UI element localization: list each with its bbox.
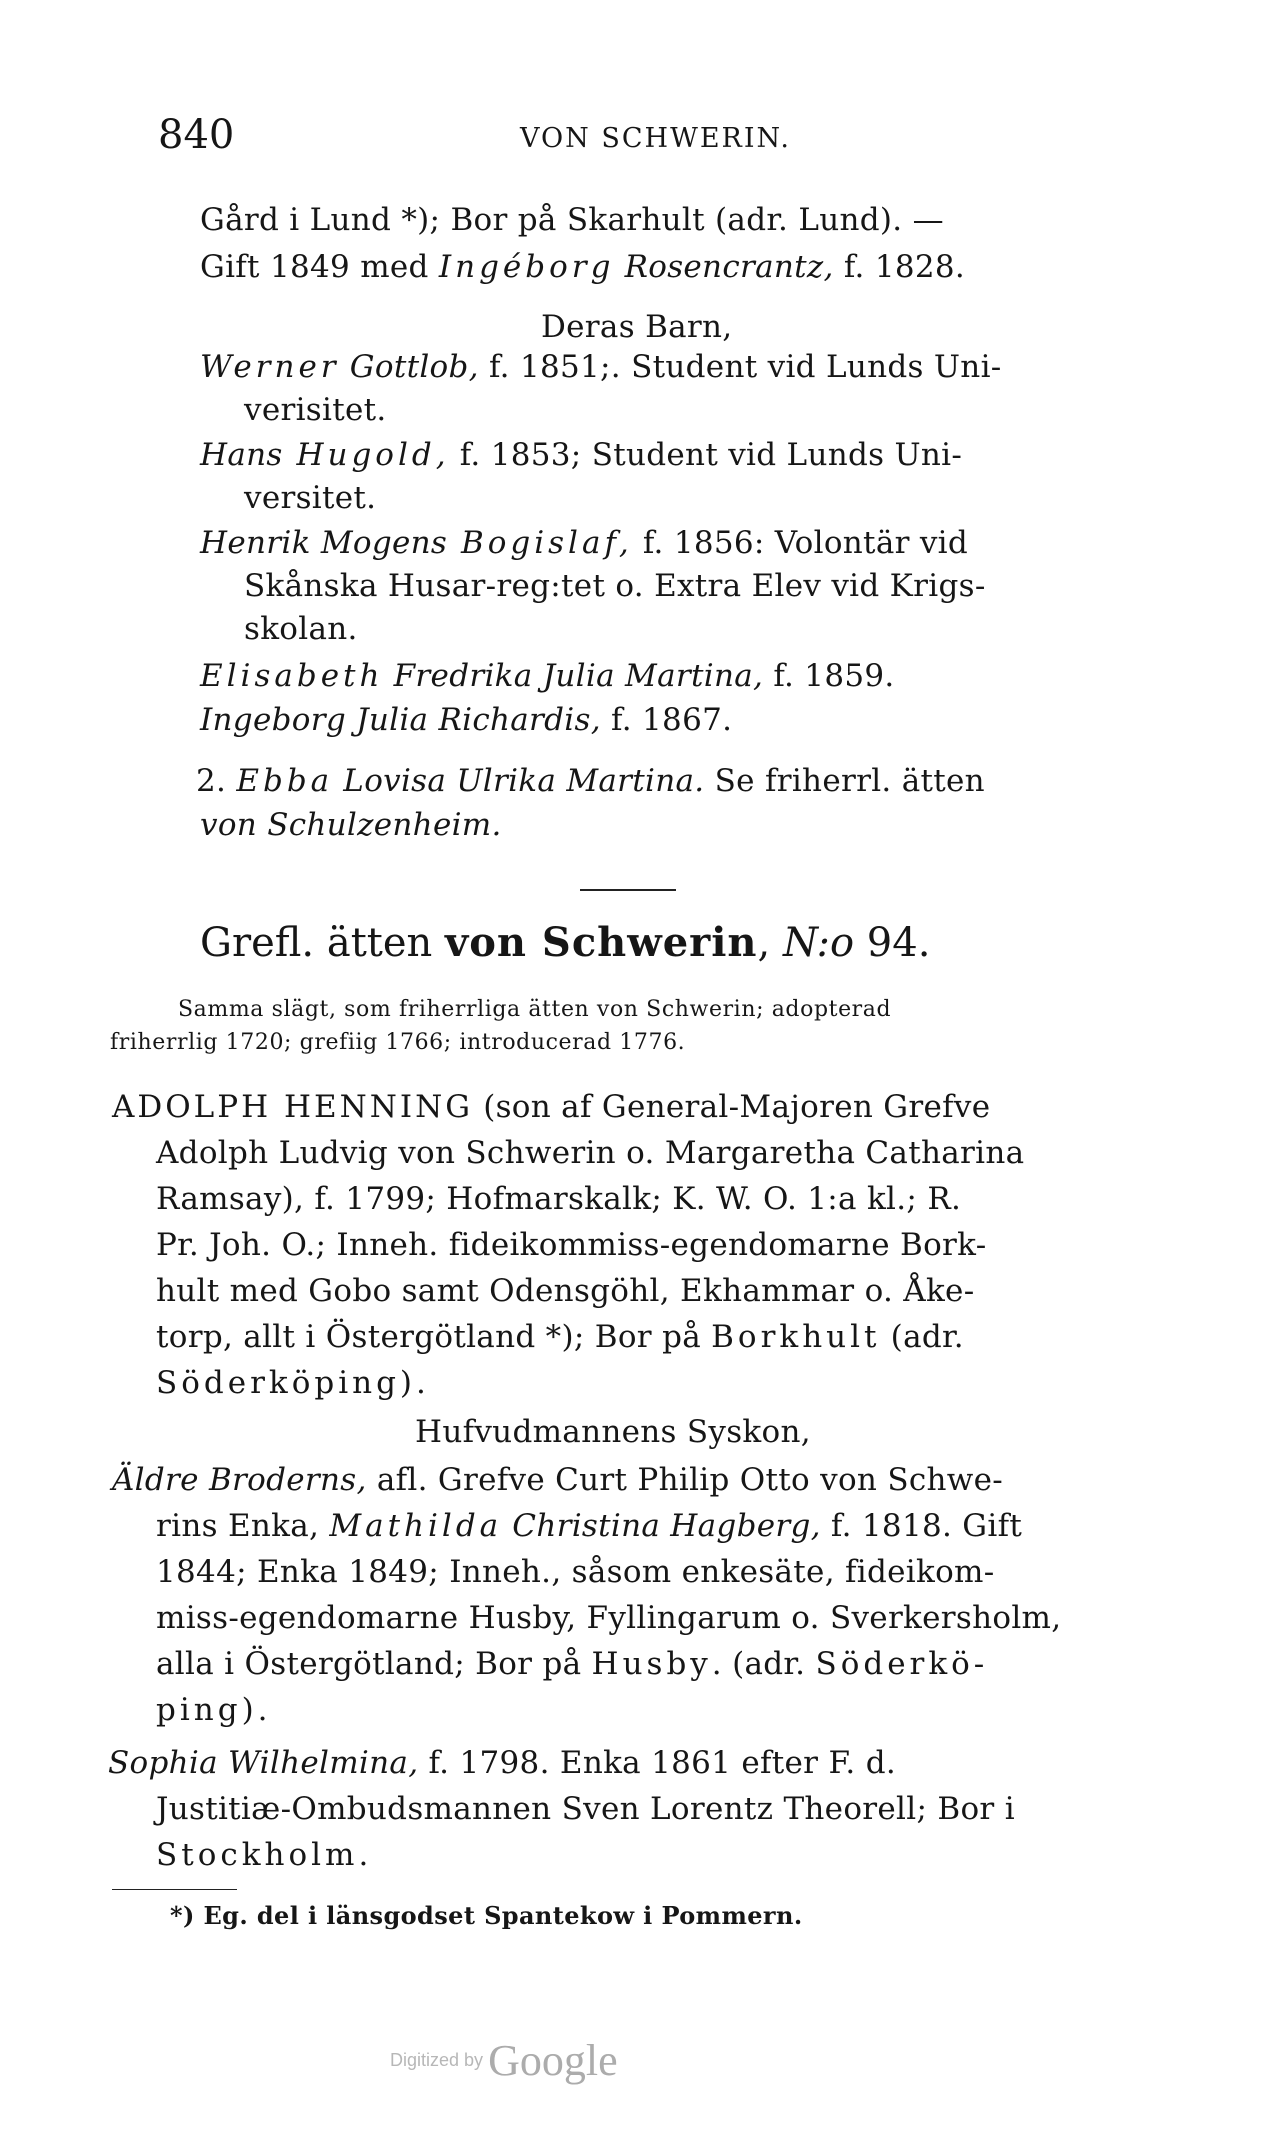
child-entry: [200, 656, 895, 696]
text-line: Gård i Lund *); Bor på Skarhult (adr. Lund). —: [200, 202, 944, 238]
running-title: VON SCHWERIN.: [520, 123, 792, 154]
text-run: (son af General-Majoren Grefve: [473, 1089, 991, 1125]
text-line: Söderköping).: [156, 1365, 430, 1401]
text-line: Skånska Husar-reg:tet o. Extra Elev vid Krigs-: [244, 568, 986, 604]
text-line: verisitet.: [244, 392, 387, 428]
text-line: Adolph Ludvig von Schwerin o. Margaretha Catharina: [156, 1135, 1025, 1171]
person-name: Fredrika Julia Martina,: [383, 658, 764, 694]
text-run: f. 1867.: [600, 702, 733, 738]
text-run: f. 1818. Gift: [820, 1508, 1023, 1544]
text-run: f. 1851;. Student vid Lunds Uni-: [478, 349, 1002, 385]
text-run: rins Enka,: [156, 1508, 330, 1544]
text-line: skolan.: [244, 611, 358, 647]
text-run: . (adr.: [711, 1646, 816, 1682]
person-name: Elisabeth: [200, 658, 384, 694]
text-run: f. 1853; Student vid Lunds Uni-: [449, 437, 963, 473]
marriage-line: [200, 247, 965, 287]
child-entry: [200, 347, 1002, 387]
place-name: Husby: [591, 1646, 712, 1682]
person-name: Gottlob,: [339, 349, 479, 385]
text-line: [156, 1644, 988, 1684]
person-name: Hans: [200, 437, 283, 473]
person-name: Lovisa Ulrika Martina.: [333, 763, 705, 799]
text-line: Pr. Joh. O.; Inneh. fideikommiss-egendomarne Bork-: [156, 1227, 987, 1263]
child-entry: [200, 523, 968, 563]
text-run: Grefl. ätten: [200, 920, 445, 966]
footnote-text: *) Eg. del i länsgodset Spantekow i Pommern.: [170, 1901, 803, 1930]
person-name: Rosencrantz,: [614, 249, 834, 285]
number-label: N:o: [782, 920, 855, 966]
person-name: ADOLPH HENNING: [112, 1089, 474, 1125]
text-run: afl. Grefve Curt Philip Otto von Schwe-: [366, 1462, 1004, 1498]
place-name: Borkhult: [711, 1319, 881, 1355]
text-line: ping).: [156, 1692, 272, 1728]
person-name: Hugold,: [282, 437, 450, 473]
text-run: f. 1856: Volontär vid: [632, 525, 969, 561]
person-name: Ebba: [236, 763, 334, 799]
person-name: Ingeborg Julia Richardis,: [200, 702, 601, 738]
child-entry: [200, 700, 732, 740]
person-name: Christina Hagberg,: [502, 1508, 821, 1544]
text-line: Justitiæ-Ombudsmannen Sven Lorentz Theorell; Bor i: [156, 1791, 1015, 1827]
subtitle-line: Samma slägt, som friherrliga ätten von Schwerin; adopterad: [178, 997, 892, 1022]
numbered-entry: [196, 761, 985, 801]
children-heading: Deras Barn,: [541, 309, 733, 345]
footnote-rule: [112, 1889, 237, 1890]
text-line: Stockholm.: [156, 1837, 373, 1873]
text-run: Gift 1849 med: [200, 249, 439, 285]
text-line: [156, 1317, 964, 1357]
place-name: Söderkö-: [815, 1646, 989, 1682]
text-run: 94.: [854, 920, 931, 966]
sibling-entry: [108, 1743, 896, 1783]
text-line: [156, 1506, 1022, 1546]
text-run: Se friherrl. ätten: [704, 763, 985, 799]
text-run: ,: [757, 920, 783, 966]
text-line: versitet.: [244, 480, 377, 516]
text-run: f. 1798. Enka 1861 efter F. d.: [418, 1745, 897, 1781]
text-line: miss-egendomarne Husby, Fyllingarum o. Sverkersholm,: [156, 1600, 1062, 1636]
person-name: Bogislaf,: [447, 525, 633, 561]
person-name: Sophia Wilhelmina,: [108, 1745, 419, 1781]
head-entry: [112, 1087, 990, 1127]
digitized-watermark: [390, 2035, 618, 2086]
text-line: 1844; Enka 1849; Inneh., såsom enkesäte, fideikom-: [156, 1554, 995, 1590]
subtitle-line: friherrlig 1720; grefiig 1766; introducerad 1776.: [110, 1030, 686, 1055]
person-name: Henrik Mogens: [200, 525, 448, 561]
google-logo: Google: [488, 2036, 618, 2085]
text-run: torp, allt i Östergötland *); Bor på: [156, 1319, 712, 1355]
text-run: alla i Östergötland; Bor på: [156, 1646, 592, 1682]
text-line: Ramsay), f. 1799; Hofmarskalk; K. W. O. 1:a kl.; R.: [156, 1181, 962, 1217]
siblings-heading: Hufvudmannens Syskon,: [415, 1414, 811, 1450]
person-name: Äldre Broderns,: [112, 1462, 367, 1498]
family-name: von Schwerin: [445, 919, 758, 966]
section-divider: [580, 889, 676, 891]
person-name: Mathilda: [329, 1508, 503, 1544]
text-line: von Schulzenheim.: [200, 807, 502, 843]
person-name: Werner: [200, 349, 340, 385]
text-run: f. 1859.: [763, 658, 895, 694]
text-line: hult med Gobo samt Odensgöhl, Ekhammar o. Åke-: [156, 1273, 975, 1309]
person-name: Ingéborg: [438, 249, 615, 285]
text-run: f. 1828.: [833, 249, 966, 285]
sibling-entry: [112, 1460, 1003, 1500]
item-number: 2.: [196, 763, 237, 799]
watermark-prefix: Digitized by: [390, 2050, 484, 2070]
text-run: (adr.: [880, 1319, 964, 1355]
section-title: [200, 918, 930, 968]
page-number: 840: [158, 112, 235, 158]
child-entry: [200, 435, 962, 475]
